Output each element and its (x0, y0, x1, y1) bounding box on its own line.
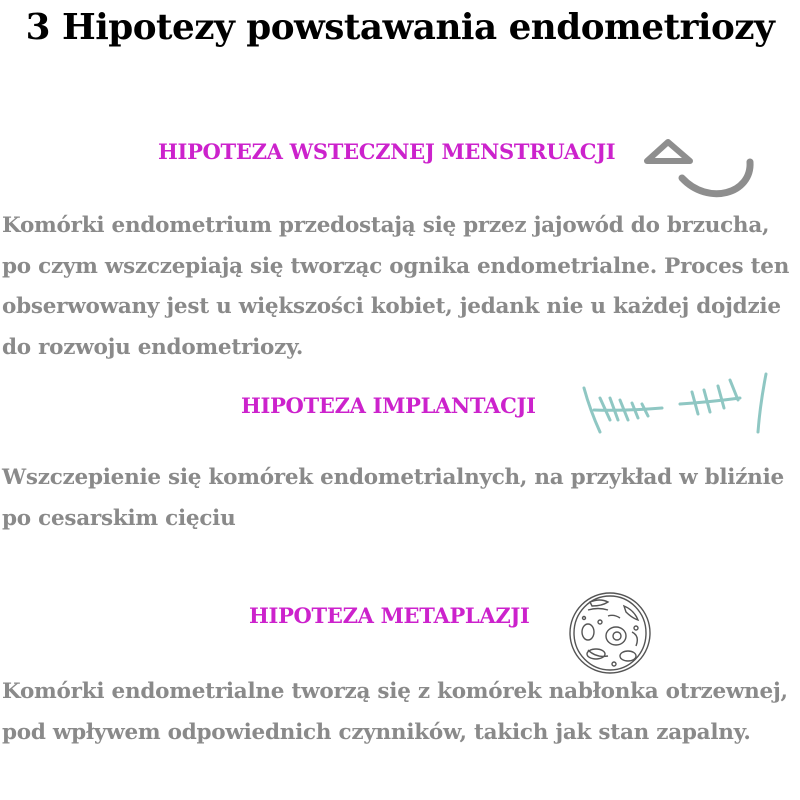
heading-metaplasia: HIPOTEZA METAPLAZJI (249, 603, 530, 628)
text-line: Komórki endometrium przedostają się przez jajowód do brzucha, (2, 213, 770, 238)
text-line: po czym wszczepiają się tworząc ognika endometrialne. Proces ten (2, 253, 790, 279)
paragraph-metaplasia (2, 672, 798, 753)
text-line: Wszczepienie się komórek endometrialnych, na przykład w bliźnie (2, 465, 784, 490)
page-title: 3 Hipotezy powstawania endometriozy (25, 6, 775, 48)
heading-retrograde-menstruation: HIPOTEZA WSTECZNEJ MENSTRUACJI (158, 139, 616, 164)
heading-implantation: HIPOTEZA IMPLANTACJI (241, 393, 536, 418)
text-line: obserwowany jest u większości kobiet, jedank nie u każdej dojdzie (2, 294, 781, 319)
paragraph-implantation (2, 458, 798, 539)
text-line: do rozwoju endometriozy. (2, 334, 304, 360)
cell-icon (566, 588, 656, 678)
text-line: pod wpływem odpowiednich czynników, takich jak stan zapalny. (2, 719, 751, 745)
paragraph-retrograde-menstruation (2, 206, 798, 368)
text-line: Komórki endometrialne tworzą się z komórek nabłonka otrzewnej, (2, 679, 788, 704)
curved-arrow-icon (640, 132, 760, 212)
text-line: po cesarskim cięciu (2, 505, 236, 531)
surgical-stitches-icon (580, 370, 780, 440)
